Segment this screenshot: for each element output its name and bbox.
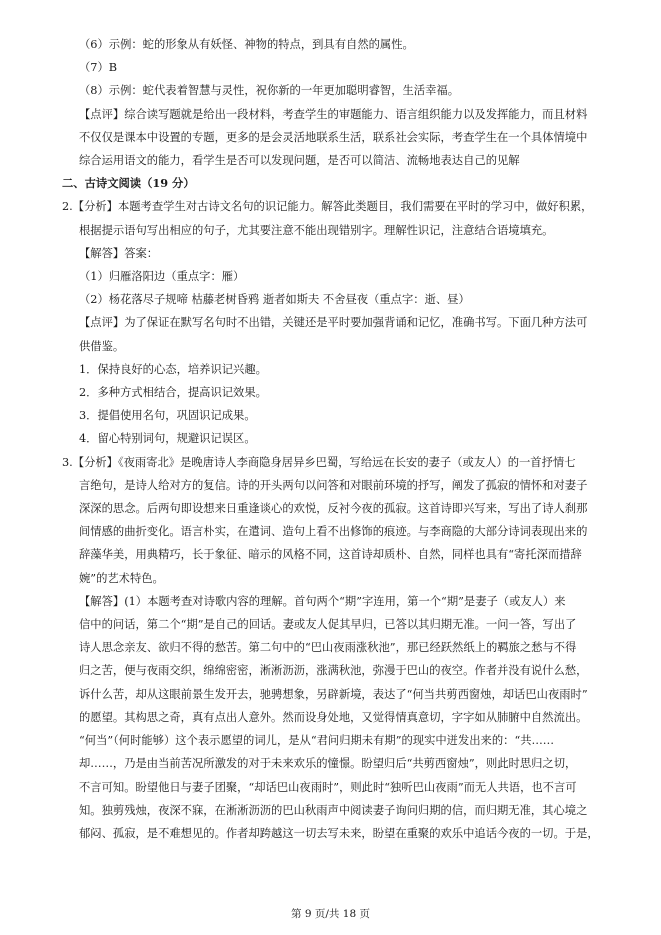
q3-answer-line: 知。独剪残烛，夜深不寐，在淅淅沥沥的巴山秋雨声中阅读妻子询问归期的信，而归期无准，其心境之 <box>79 803 588 817</box>
comment-line: 不仅仅是课本中设置的专题，更多的是会灵活地联系生活，联系社会实际，考查学生在一个具体情境中 <box>79 130 588 144</box>
page-content <box>62 33 610 845</box>
q3-analysis-line: 间情感的曲折变化。语言朴实，在遣词、造句上看不出修饰的痕迹。与李商隐的大部分诗词表现出来的 <box>79 525 588 539</box>
q3-answer-line: 却……，乃是由当前苦况所激发的对于未来欢乐的憧憬。盼望归后“共剪西窗烛”，则此时思归之切， <box>79 757 577 771</box>
q2-comment-line: 【点评】为了保证在默写名句时不出错，关键还是平时要加强背诵和记忆，准确书写。下面几种方法可 <box>79 316 588 330</box>
comment-line: 综合运用语文的能力，看学生是否可以发现问题，是否可以简洁、流畅地表达自己的见解 <box>79 154 520 168</box>
q2-answer-label: 【解答】答案： <box>79 246 159 260</box>
q2-comment-line: 供借鉴。 <box>79 339 125 353</box>
q2-tip: 3．提倡使用名句，巩固识记成果。 <box>79 409 256 423</box>
q3-answer-line: 【解答】(1）本题考查对诗歌内容的理解。首句两个“期”字连用，第一个“期”是妻子（或友人）来 <box>79 594 566 608</box>
q3-analysis-line: 深深的思念。后两句即设想来日重逢谈心的欢悦，反衬今夜的孤寂。这首诗即兴写来，写出了诗人刹那 <box>79 502 588 516</box>
section-heading: 二、古诗文阅读（19 分） <box>62 176 195 191</box>
answer-item-6: （6）示例：蛇的形象从有妖怪、神物的特点，到具有自然的属性。 <box>79 38 414 51</box>
q3-analysis-line: 3.【分析】《夜雨寄北》是晚唐诗人李商隐身居异乡巴蜀，写给远在长安的妻子（或友人）的一首抒情七 <box>62 455 576 469</box>
q2-analysis-line: 2.【分析】本题考查学生对古诗文名句的识记能力。解答此类题目，我们需要在平时的学习中，做好积累， <box>62 200 593 214</box>
q2-analysis-line: 根据提示语句写出相应的句子，尤其要注意不能出现错别字。理解性识记，注意结合语境填充。 <box>79 223 554 237</box>
answer-item-8: （8）示例：蛇代表着智慧与灵性，祝你新的一年更加聪明睿智，生活幸福。 <box>79 84 459 98</box>
q3-answer-line: 的愿望。其构思之奇，真有点出人意外。然而设身处地，又觉得情真意切，字字如从肺腑中自然流出。 <box>79 710 588 724</box>
q2-tip: 4．留心特别词句，规避识记误区。 <box>79 432 256 446</box>
q2-tip: 1．保持良好的心态，培养识记兴趣。 <box>79 362 267 376</box>
q2-tip: 2．多种方式相结合，提高识记效果。 <box>79 386 267 400</box>
q3-analysis-line: 婉”的艺术特色。 <box>79 571 164 585</box>
q3-answer-line: 郁闷、孤寂，是不难想见的。作者却跨越这一切去写未来，盼望在重聚的欢乐中追话今夜的一切。于是， <box>79 826 599 840</box>
q3-answer-line: 信中的问话，第二个“期”是自己的回话。妻或友人促其早归，已答以其归期无准。一问一答，写出了 <box>79 618 577 632</box>
page-number: 第 9 页/共 18 页 <box>291 908 370 920</box>
answer-item-7: （7）B <box>79 61 118 75</box>
q3-answer-line: “何当”（何时能够）这个表示愿望的词儿，是从“君问归期未有期”的现实中迸发出来的：“共…… <box>79 734 555 748</box>
q3-answer-line: 诗人思念亲友、欲归不得的愁苦。第二句中的“巴山夜雨涨秋池”，那已经跃然纸上的羁旅之愁与不得 <box>79 641 577 655</box>
q3-analysis-line: 言绝句，是诗人给对方的复信。诗的开头两句以问答和对眼前环境的抒写，阐发了孤寂的情怀和对妻子 <box>79 478 588 492</box>
q3-answer-line: 归之苦，便与夜雨交织，绵绵密密，淅淅沥沥，涨满秋池，弥漫于巴山的夜空。作者并没有说什么愁， <box>79 664 588 678</box>
q2-answer-2: （2）杨花落尽子规啼 枯藤老树昏鸦 逝者如斯夫 不舍昼夜（重点字：逝、昼） <box>79 293 470 307</box>
comment-line: 【点评】综合读写题就是给出一段材料，考查学生的审题能力、语言组织能力以及发挥能力，而且材料 <box>79 107 588 121</box>
q2-answer-1: （1）归雁洛阳边（重点字：雁） <box>79 270 245 284</box>
q3-answer-line: 诉什么苦，却从这眼前景生发开去，驰骋想象，另辟新境，表达了“何当共剪西窗烛，却话巴山夜雨时” <box>79 687 588 701</box>
q3-analysis-line: 辞藻华美，用典精巧，长于象征、暗示的风格不同，这首诗却质朴、自然，同样也具有“寄托深而措辞 <box>79 548 582 562</box>
q3-answer-line: 不言可知。盼望他日与妻子团聚，“却话巴山夜雨时”，则此时“独听巴山夜雨”而无人共语，也不言可 <box>79 780 577 794</box>
